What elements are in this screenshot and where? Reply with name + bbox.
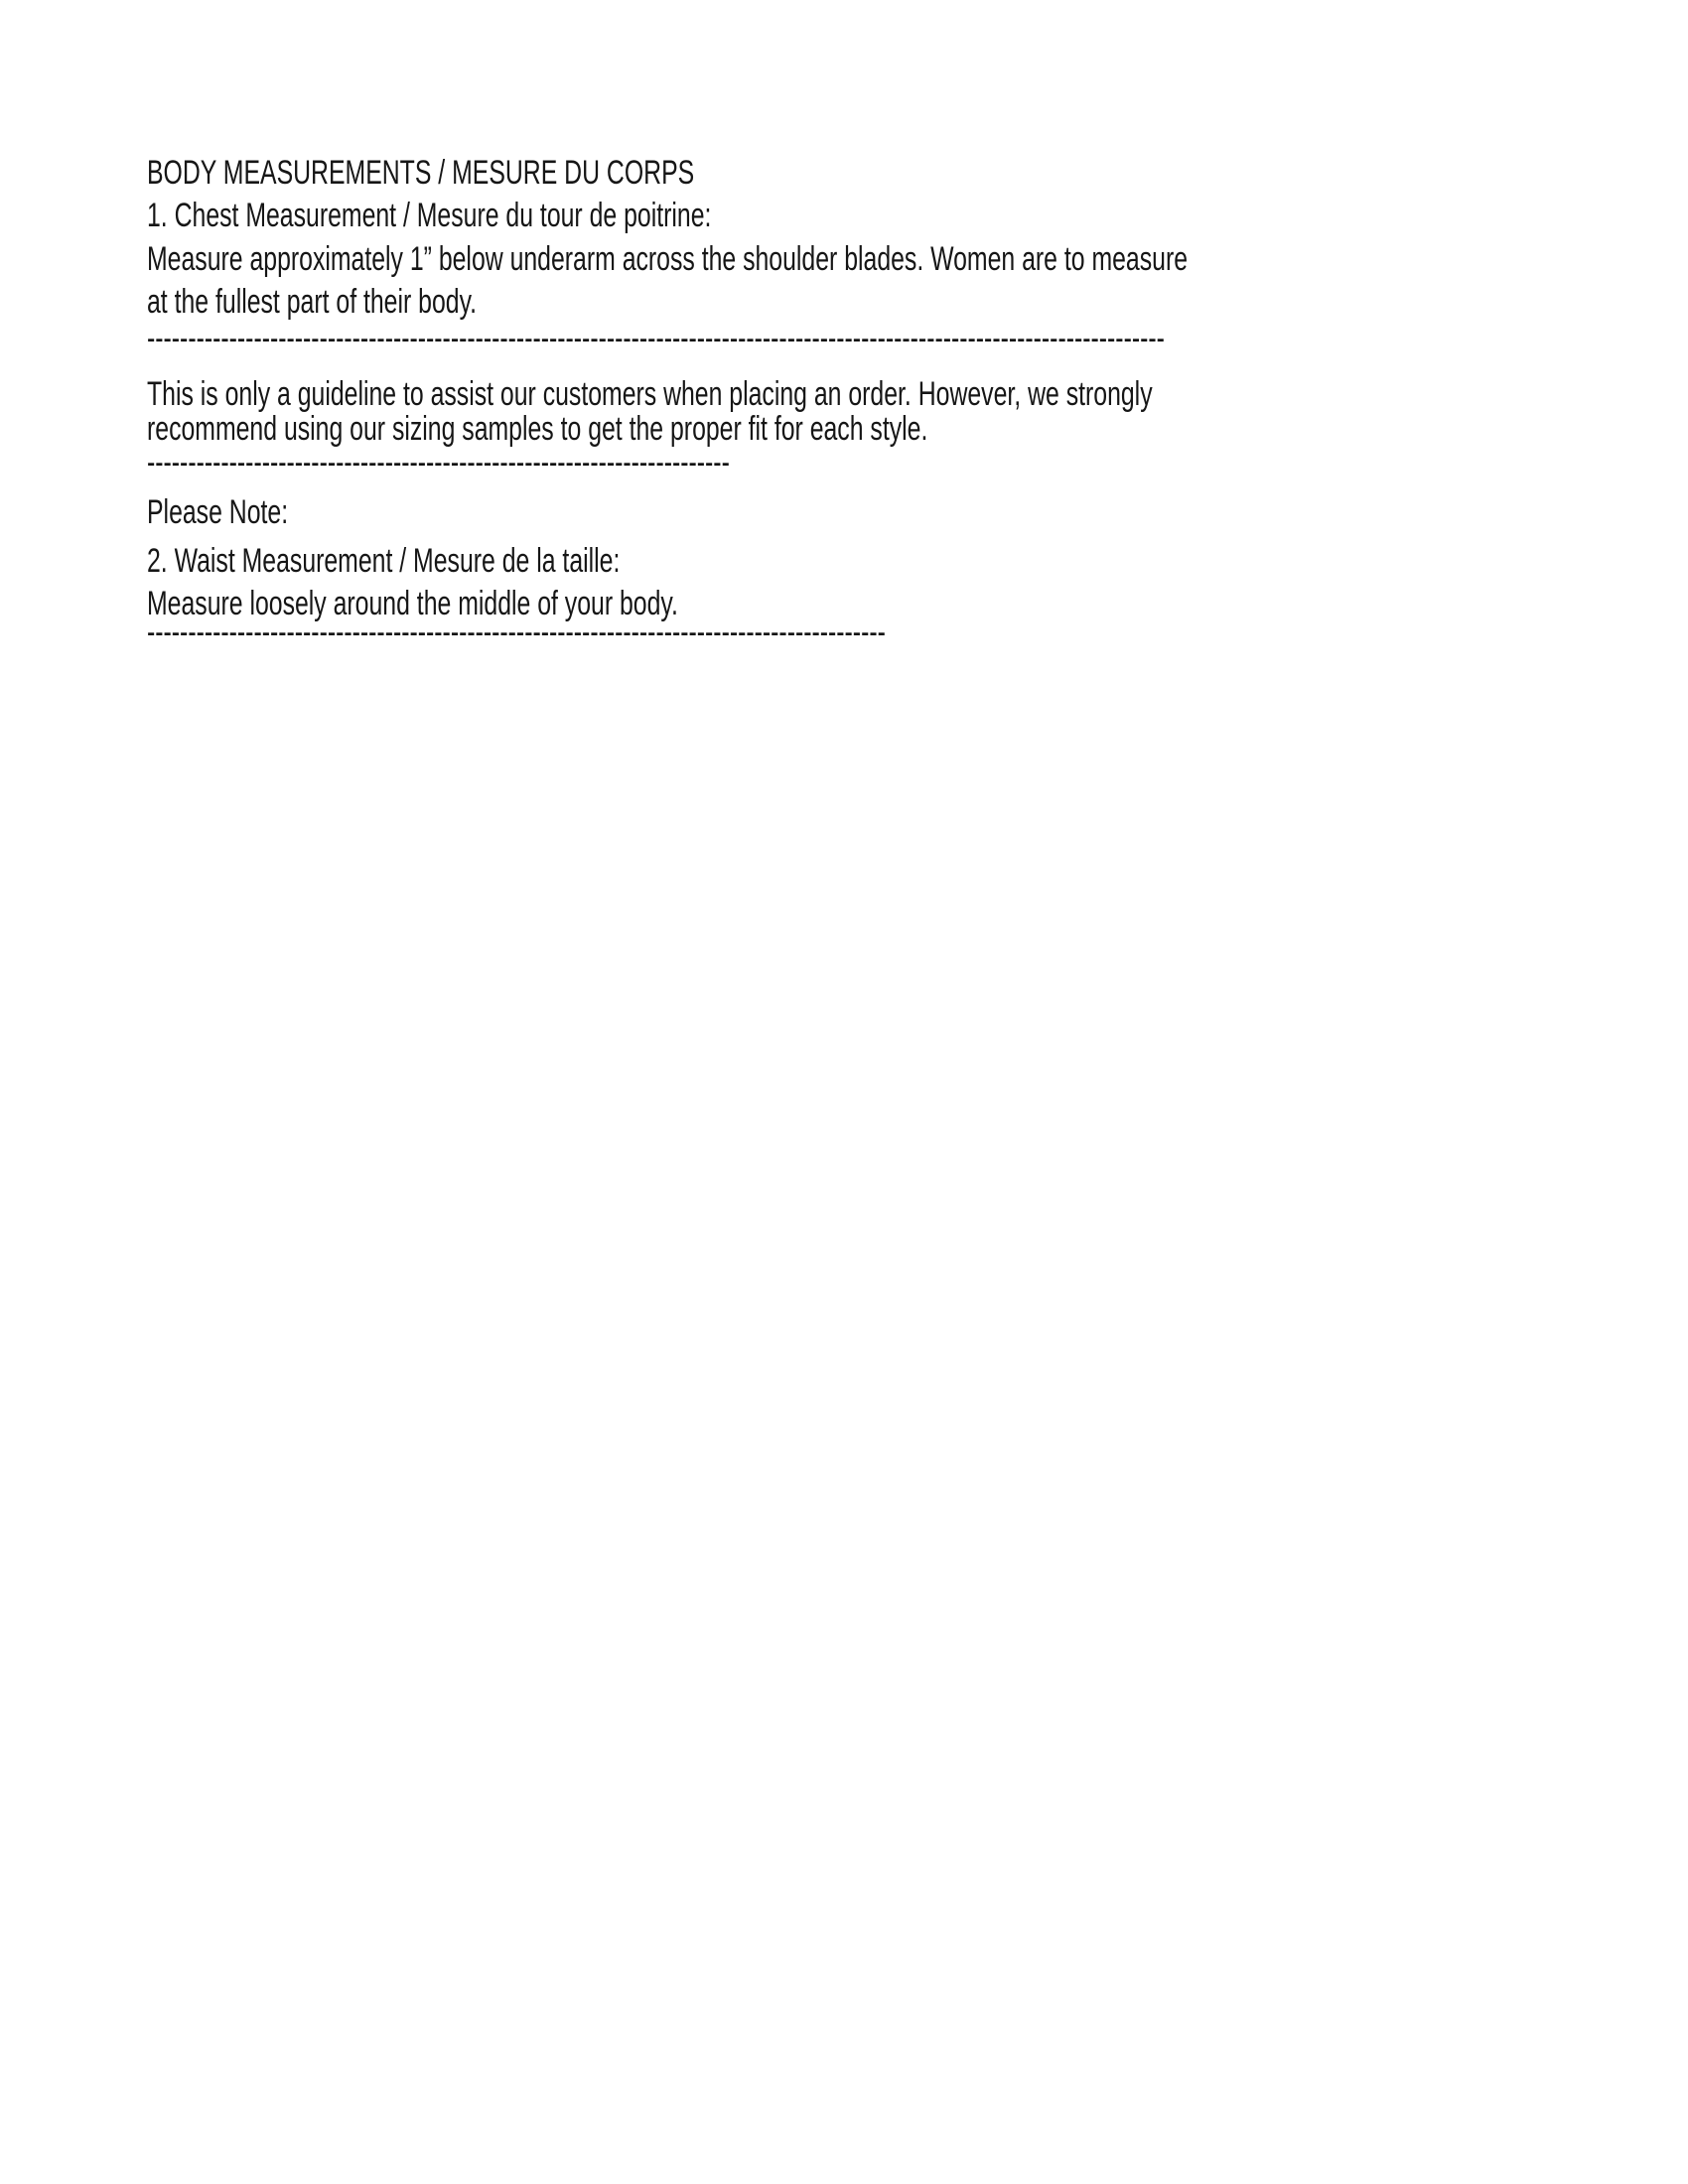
- document-heading: BODY MEASUREMENTS / MESURE DU CORPS: [147, 154, 695, 192]
- dashed-divider-1: ----------------------------------------------------------------------------------------------------------------------------: [147, 320, 1165, 357]
- chest-measurement-instructions-line2: at the fullest part of their body.: [147, 283, 478, 321]
- waist-measurement-title: 2. Waist Measurement / Mesure de la taille:: [147, 542, 621, 580]
- dashed-divider-3: ------------------------------------------------------------------------------------------: [147, 614, 886, 651]
- dashed-divider-2: -----------------------------------------------------------------------: [147, 444, 730, 481]
- chest-measurement-title: 1. Chest Measurement / Mesure du tour de poitrine:: [147, 197, 712, 234]
- chest-measurement-instructions-line1: Measure approximately 1” below underarm across the shoulder blades. Women are to measure: [147, 240, 1189, 278]
- waist-measurement-instructions-line1: Measure loosely around the middle of your body.: [147, 585, 678, 622]
- please-note-label: Please Note:: [147, 493, 289, 531]
- guideline-note-line1: This is only a guideline to assist our customers when placing an order. However, we strongly: [147, 375, 1153, 413]
- guideline-note-line2: recommend using our sizing samples to get the proper fit for each style.: [147, 410, 928, 448]
